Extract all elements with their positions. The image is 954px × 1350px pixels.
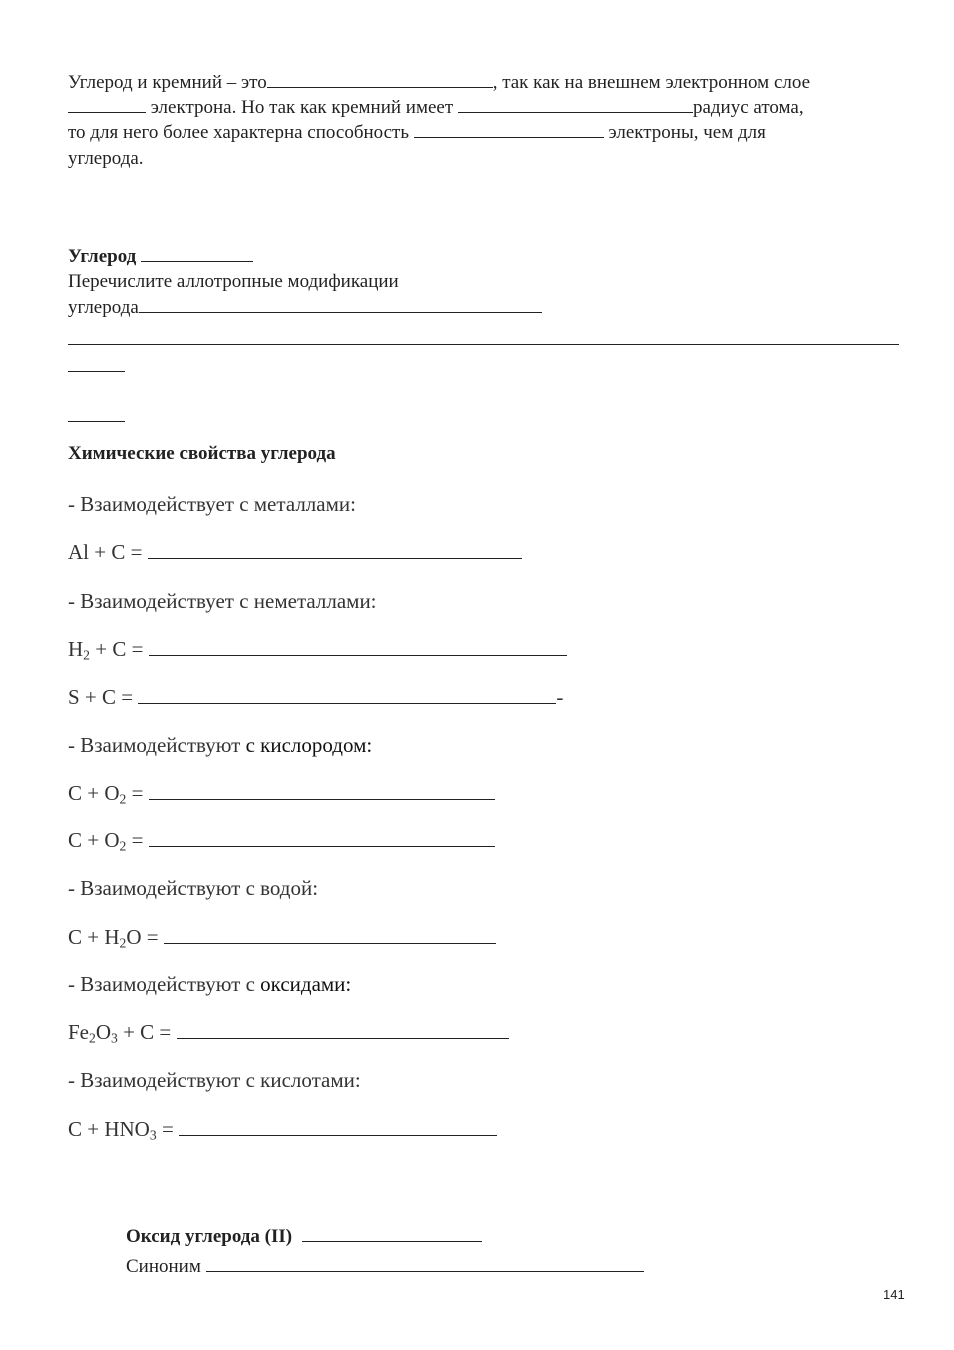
intro-line-4: углерода. — [68, 148, 144, 169]
answer-blank[interactable] — [149, 654, 567, 656]
label-text-emphasis: с кислородом: — [240, 733, 373, 757]
equation-text: Fe — [68, 1020, 89, 1044]
equation-text: + C = — [90, 637, 144, 661]
equation-text: O = — [126, 925, 159, 949]
allotropes-question: Перечислите аллотропные модификации — [68, 271, 399, 292]
answer-line-short[interactable] — [68, 421, 125, 422]
subscript: 2 — [119, 838, 127, 854]
intro-text: , так как на внешнем электронном слое — [492, 72, 811, 93]
answer-blank[interactable] — [139, 311, 542, 313]
equation-hno3 — [68, 1116, 497, 1142]
allotropes-text: углерода — [68, 297, 139, 318]
props-heading: Химические свойства углерода — [68, 443, 336, 464]
label-text-emphasis: оксидами: — [254, 972, 352, 996]
label-text: - Взаимодействуют с — [68, 972, 255, 996]
label-text: - Взаимодействуют — [68, 733, 241, 757]
equation-text: + C = — [117, 1020, 172, 1044]
equation-o2-1 — [68, 780, 495, 806]
page-number: 141 — [883, 1287, 905, 1302]
answer-blank[interactable] — [68, 111, 146, 113]
answer-blank[interactable] — [148, 557, 522, 559]
answer-blank[interactable] — [177, 1037, 509, 1039]
equation-text: - — [556, 685, 564, 709]
answer-blank[interactable] — [206, 1270, 644, 1272]
metals-label: - Взаимодействует с металлами: — [68, 492, 356, 516]
nonmetals-label: - Взаимодействует с неметаллами: — [68, 589, 377, 613]
subscript: 2 — [119, 935, 127, 951]
answer-blank[interactable] — [149, 798, 495, 800]
intro-text: Углерод и кремний – это — [68, 72, 267, 93]
equation-text: S + C = — [68, 685, 134, 709]
equation-text: Al + C = — [68, 540, 143, 564]
equation-al — [68, 539, 522, 565]
answer-blank[interactable] — [414, 136, 604, 138]
answer-line-short[interactable] — [68, 371, 125, 372]
equation-text: = — [126, 781, 144, 805]
subscript: 2 — [83, 647, 90, 663]
equation-text: C + O — [68, 781, 120, 805]
intro-text: то для него более характерна способность — [68, 122, 410, 143]
subscript: 3 — [149, 1127, 157, 1143]
section-title: Углерод — [68, 246, 137, 267]
equation-text: C + O — [68, 828, 120, 852]
equation-water — [68, 924, 496, 950]
intro-text: электрона. Но так как кремний имеет — [150, 97, 454, 118]
answer-line[interactable] — [68, 344, 899, 345]
subscript: 3 — [111, 1030, 118, 1046]
answer-blank[interactable] — [302, 1240, 482, 1242]
equation-text: O — [95, 1020, 111, 1044]
equation-fe2o3 — [68, 1019, 509, 1045]
equation-h2 — [68, 636, 567, 662]
water-label: - Взаимодействуют с водой: — [68, 876, 319, 900]
subscript: 2 — [89, 1030, 96, 1046]
intro-text: электроны, чем для — [608, 122, 766, 143]
answer-blank[interactable] — [149, 845, 495, 847]
synonym-label: Синоним — [126, 1256, 201, 1277]
allotropes-question-line-2 — [68, 295, 542, 320]
equation-text: C + H — [68, 925, 120, 949]
answer-blank[interactable] — [164, 942, 496, 944]
subscript: 2 — [119, 791, 127, 807]
answer-blank[interactable] — [179, 1134, 497, 1136]
synonym-row — [126, 1254, 644, 1279]
section-title: Оксид углерода (II) — [126, 1226, 293, 1247]
intro-line-2 — [68, 95, 804, 120]
equation-text: = — [156, 1117, 174, 1141]
carbon-heading — [68, 244, 253, 269]
equation-s — [68, 684, 563, 710]
oxygen-label — [68, 732, 372, 758]
oxide-heading — [126, 1224, 482, 1249]
intro-text: радиус атома, — [692, 97, 804, 118]
intro-line-3 — [68, 120, 766, 145]
equation-o2-2 — [68, 827, 495, 853]
intro-line-1 — [68, 70, 810, 95]
answer-blank[interactable] — [267, 86, 493, 88]
acids-label: - Взаимодействуют с кислотами: — [68, 1068, 361, 1092]
answer-blank[interactable] — [138, 702, 556, 704]
answer-blank[interactable] — [141, 260, 253, 262]
answer-blank[interactable] — [458, 111, 693, 113]
oxides-label — [68, 971, 351, 997]
equation-text: = — [126, 828, 144, 852]
equation-text: C + HNO — [68, 1117, 150, 1141]
equation-text: H — [68, 637, 84, 661]
